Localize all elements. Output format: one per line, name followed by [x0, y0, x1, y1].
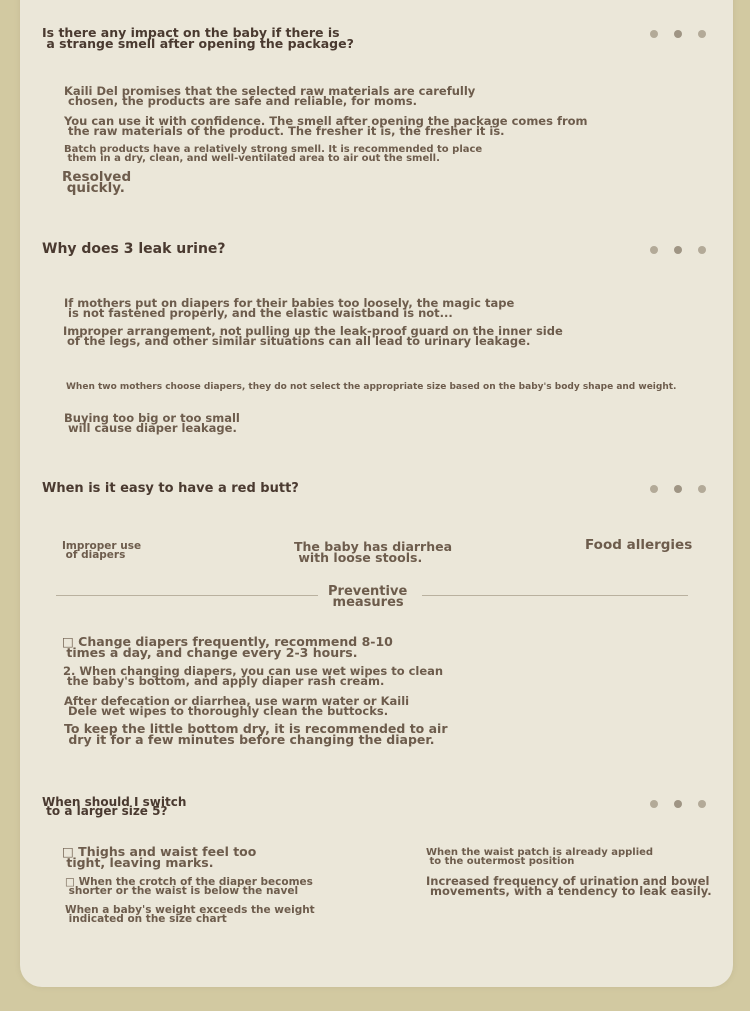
section-3-title: When is it easy to have a red butt? [42, 481, 299, 496]
section-1-item: You can use it with confidence. The smell after opening the package comes from the raw materials of the product. The fresher it is, the fresher it is. [64, 114, 588, 138]
section-2-title: Why does 3 leak urine? [42, 241, 226, 257]
cause-item: Improper use of diapers [62, 540, 142, 561]
three-dots-icon[interactable] [650, 246, 712, 256]
size-sign-item: Increased frequency of urination and bowel movements, with a tendency to leak easily. [426, 874, 712, 898]
three-dots-icon[interactable] [650, 30, 712, 40]
section-1-item: Resolved quickly. [62, 169, 132, 196]
size-sign-item: When a baby's weight exceeds the weight indicated on the size chart [65, 904, 315, 925]
three-dots-icon[interactable] [650, 485, 712, 495]
section-2-item: Improper arrangement, not pulling up the leak-proof guard on the inner side of the legs, and other similar situations can all lead to urinary leakage. [63, 324, 563, 348]
size-sign-item: □ Thighs and waist feel too tight, leaving marks. [62, 844, 257, 870]
section-2-item: Buying too big or too small will cause diaper leakage. [64, 411, 240, 435]
measure-item: 2. When changing diapers, you can use wet wipes to clean the baby's bottom, and apply diaper rash cream. [63, 664, 444, 688]
section-1-item: Batch products have a relatively strong smell. It is recommended to place them in a dry, clean, and well-ventilated area to air out the smell. [64, 144, 483, 164]
three-dots-icon[interactable] [650, 800, 712, 810]
section-1-title: Is there any impact on the baby if there is a strange smell after opening the package? [42, 25, 354, 51]
measure-item: To keep the little bottom dry, it is recommended to air dry it for a few minutes before changing the diaper. [64, 721, 448, 747]
size-sign-item: When the waist patch is already applied to the outermost position [426, 847, 654, 867]
measure-item: □ Change diapers frequently, recommend 8-10 times a day, and change every 2-3 hours. [62, 634, 393, 660]
size-sign-item: □ When the crotch of the diaper becomes shorter or the waist is below the navel [65, 876, 313, 897]
section-4-title: When should I switch to a larger size 5? [42, 795, 187, 818]
measure-item: After defecation or diarrhea, use warm water or Kaili Dele wet wipes to thoroughly clean the buttocks. [64, 694, 410, 718]
divider [422, 595, 688, 596]
section-2-item: If mothers put on diapers for their babies too loosely, the magic tape is not fastened properly, and the elastic waistband is not... [64, 296, 515, 320]
divider [56, 595, 318, 596]
section-2-item: When two mothers choose diapers, they do not select the appropriate size based on the baby's body shape and weight. [66, 382, 677, 392]
cause-item: The baby has diarrhea with loose stools. [294, 539, 453, 565]
section-1-item: Kaili Del promises that the selected raw materials are carefully chosen, the products are safe and reliable, for moms. [64, 84, 476, 108]
cause-item: Food allergies [585, 537, 693, 553]
measures-title: Preventive measures [328, 584, 408, 610]
